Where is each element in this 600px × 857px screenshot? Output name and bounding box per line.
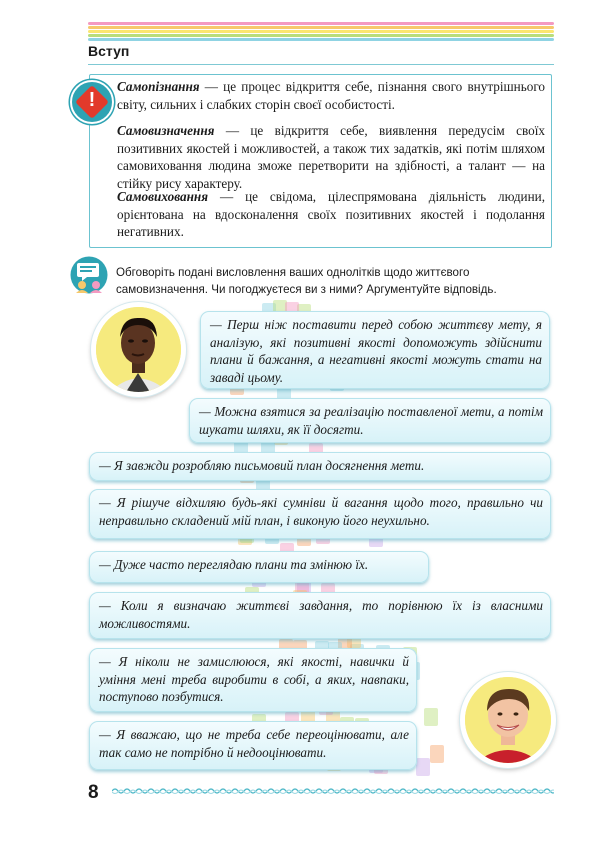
mosaic-tile xyxy=(416,758,430,776)
definition-text: — це відкриття себе, виявлення передусім своїх позитивних якостей і можливостей, а також тих задатків, які потім шляхом самовиховання людина зможе перетворити на здібності, а талант — на стійку рису характеру. xyxy=(117,123,545,191)
definition-self-determination xyxy=(117,122,545,192)
header-stripes xyxy=(88,22,554,44)
stripe-pink xyxy=(88,22,554,25)
statement-bubble: — Я завжди розробляю письмовий план досягнення мети. xyxy=(89,452,551,481)
exclamation-alert-icon xyxy=(70,80,114,124)
task-instruction: Обговоріть подані висловлення ваших однолітків щодо життєвого самовизначення. Чи погоджуєтеся ви з ними? Аргументуйте відповідь. xyxy=(116,266,497,296)
definition-term: Самопізнання xyxy=(117,79,200,94)
page-number: 8 xyxy=(88,782,99,803)
exclamation-mark-glyph: ! xyxy=(88,89,96,111)
title-divider xyxy=(88,64,554,65)
statement-bubble: — Дуже часто переглядаю плани та змінюю їх. xyxy=(89,551,429,583)
statement-bubble: — Можна взятися за реалізацію поставленої мети, а потім шукати шляхи, як її досягти. xyxy=(189,398,551,443)
definition-term: Самовиховання xyxy=(117,189,209,204)
definition-text: — це процес відкриття себе, пізнання свого внутрішнього світу, сильних і слабких сторін своєї особистості. xyxy=(117,79,545,112)
stripe-green xyxy=(88,34,554,37)
stripe-blue xyxy=(88,38,554,41)
statement-bubble: — Я вважаю, що не треба себе переоцінювати, але так само не потрібно й недооцінювати. xyxy=(89,721,417,770)
girl-avatar xyxy=(91,302,186,397)
definition-term: Самовизначення xyxy=(117,123,215,138)
stripe-yellow xyxy=(88,30,554,33)
boy-avatar xyxy=(460,672,556,768)
statement-bubble: — Я рішуче відхиляю будь-які сумніви й вагання щодо того, правильно чи неправильно складений мій план, і виконую його неухильно. xyxy=(89,489,551,539)
boy-portrait-image xyxy=(465,677,551,763)
discussion-icon xyxy=(70,256,108,294)
girl-portrait-image xyxy=(96,307,181,392)
mosaic-tile xyxy=(430,745,444,763)
stripe-orange xyxy=(88,26,554,29)
section-title: Вступ xyxy=(88,43,130,59)
definition-self-education xyxy=(117,188,545,241)
definition-self-knowledge xyxy=(117,78,545,113)
statement-bubble: — Коли я визначаю життєві завдання, то порівнюю їх із власними можливостями. xyxy=(89,592,551,639)
footer-wave-ornament xyxy=(112,786,554,796)
statement-bubble: — Перш ніж поставити перед собою життєву мету, я аналізую, які позитивні якості допоможуть здійснити плани й бажання, а негативні якості можуть стати на заваді цьому. xyxy=(200,311,550,389)
mosaic-tile xyxy=(424,708,438,726)
definition-text: — це свідома, цілеспрямована діяльність людини, орієнтована на вдосконалення своїх позитивних якостей і подолання негативних. xyxy=(117,189,545,239)
statement-bubble: — Я ніколи не замислююся, які якості, навички й уміння мені треба виробити в собі, а яких, навпаки, поступово позбутися. xyxy=(89,648,417,712)
